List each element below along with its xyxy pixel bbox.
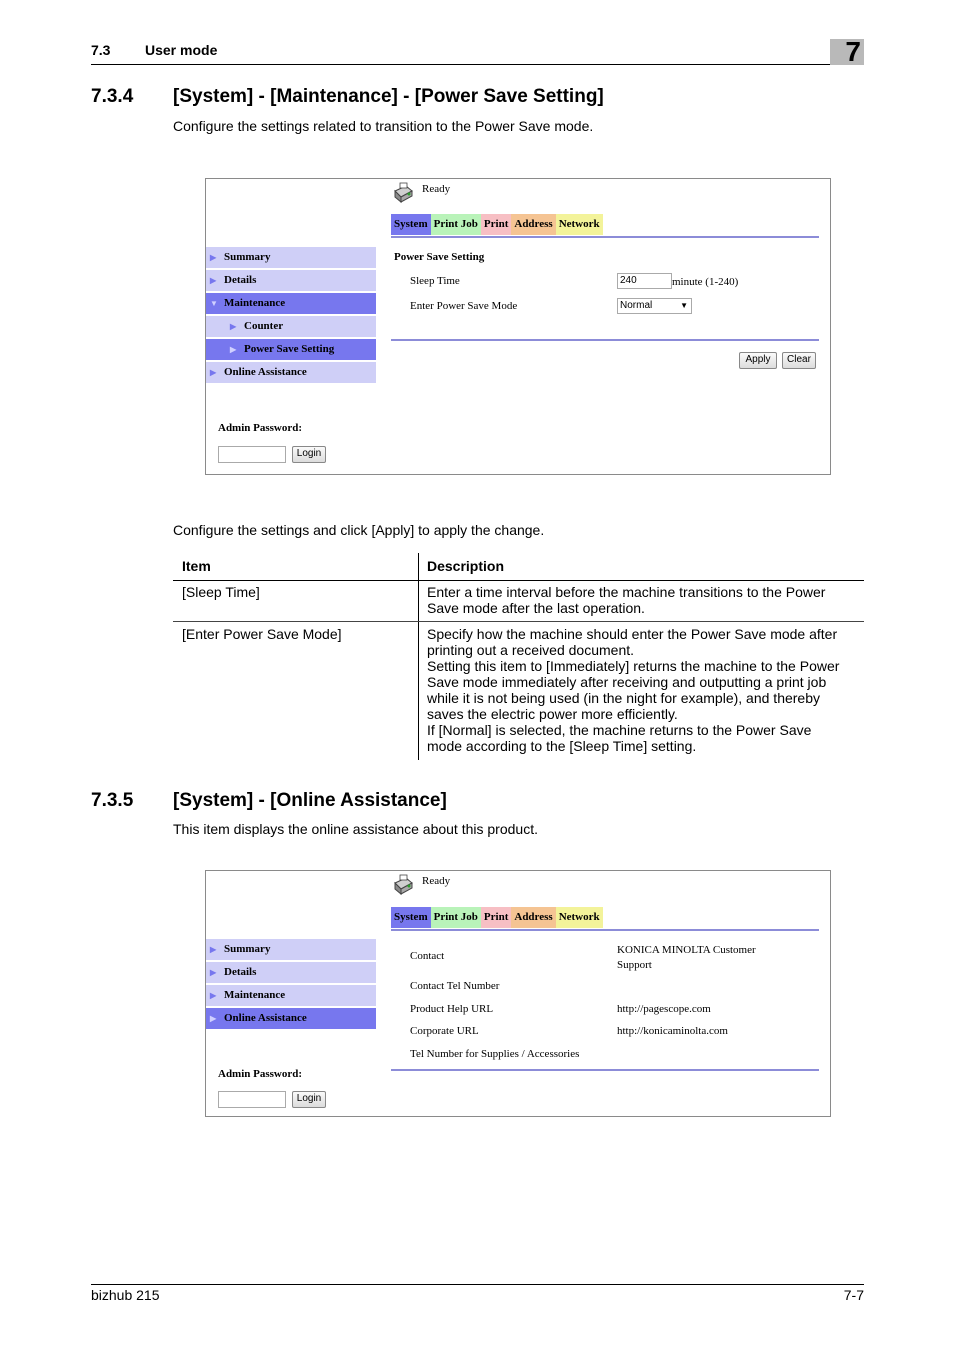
section-title: [System] - [Online Assistance] xyxy=(173,790,447,811)
section-number: 7.3.4 xyxy=(91,86,134,107)
tab-address[interactable]: Address xyxy=(511,214,555,235)
menu-tabs xyxy=(391,907,603,928)
tab-network[interactable]: Network xyxy=(556,214,603,235)
description-line: Specify how the machine should enter the Power Save mode after xyxy=(427,626,838,642)
footer-rule xyxy=(91,1284,864,1285)
power-save-mode-select[interactable] xyxy=(617,298,692,314)
chapter-number: 7 xyxy=(845,36,861,67)
table-cell-description xyxy=(427,626,839,754)
table-rule xyxy=(173,580,864,581)
triangle-right-icon: ▶ xyxy=(210,991,217,1000)
sidebar-item-counter[interactable]: ▶ Counter xyxy=(206,316,376,337)
info-divider xyxy=(391,1069,819,1071)
apply-button[interactable]: Apply xyxy=(739,352,777,369)
triangle-right-icon: ▶ xyxy=(210,368,217,377)
table-column-divider xyxy=(418,553,419,760)
sidebar-item-summary[interactable]: ▶ Summary xyxy=(206,247,376,268)
triangle-right-icon: ▶ xyxy=(210,945,217,954)
triangle-down-icon: ▼ xyxy=(210,299,218,308)
login-button[interactable]: Login xyxy=(292,1091,326,1108)
tab-divider xyxy=(391,236,819,238)
sidebar-item-online-assistance[interactable]: ▶ Online Assistance xyxy=(206,1008,376,1029)
sidebar-item-summary[interactable]: ▶ Summary xyxy=(206,939,376,960)
triangle-right-icon: ▶ xyxy=(210,1014,217,1023)
section-intro: This item displays the online assistance about this product. xyxy=(173,821,538,837)
triangle-right-icon: ▶ xyxy=(210,253,217,262)
description-line: printing out a received document. xyxy=(427,642,635,658)
sleep-time-unit: minute (1-240) xyxy=(672,276,739,288)
apply-instruction: Configure the settings and click [Apply] to apply the change. xyxy=(173,522,545,538)
power-save-screenshot xyxy=(205,178,831,475)
header-rule xyxy=(91,64,864,65)
printer-status-icon xyxy=(392,874,414,896)
section-number: 7.3.5 xyxy=(91,790,134,811)
corporate-url-link[interactable]: http://konicaminolta.com xyxy=(617,1025,728,1037)
tab-print[interactable]: Print xyxy=(481,214,511,235)
contact-value-line: Support xyxy=(617,959,652,971)
form-title: Power Save Setting xyxy=(394,251,485,263)
power-save-mode-value: Normal xyxy=(620,300,653,311)
menu-tabs xyxy=(391,214,603,235)
triangle-right-icon: ▶ xyxy=(230,345,237,354)
supplies-tel-label: Tel Number for Supplies / Accessories xyxy=(410,1048,580,1060)
description-line: Enter a time interval before the machine transitions to the Power xyxy=(427,584,826,600)
section-title: [System] - [Maintenance] - [Power Save Setting] xyxy=(173,86,604,107)
table-header-item: Item xyxy=(182,558,211,574)
tab-address[interactable]: Address xyxy=(511,907,555,928)
corporate-url-label: Corporate URL xyxy=(410,1025,479,1037)
sleep-time-input[interactable]: 240 xyxy=(617,273,672,289)
description-line: saves the electric power more efficiently. xyxy=(427,706,678,722)
printer-status-icon xyxy=(392,182,414,204)
form-divider xyxy=(391,339,819,341)
status-text: Ready xyxy=(422,875,451,887)
table-header-description: Description xyxy=(427,558,505,574)
tab-system[interactable]: System xyxy=(391,214,431,235)
triangle-right-icon: ▶ xyxy=(210,968,217,977)
admin-password-input[interactable] xyxy=(218,1091,286,1108)
description-line: Save mode immediately after receiving and outputting a print job xyxy=(427,674,827,690)
login-button[interactable]: Login xyxy=(292,446,326,463)
sidebar-item-details[interactable]: ▶ Details xyxy=(206,270,376,291)
status-text: Ready xyxy=(422,183,451,195)
contact-label: Contact xyxy=(410,950,445,962)
tab-divider xyxy=(391,929,819,931)
sidebar-item-online-assistance[interactable]: ▶ Online Assistance xyxy=(206,362,376,383)
tab-print-job[interactable]: Print Job xyxy=(431,214,481,235)
sidebar-item-maintenance[interactable]: ▶ Maintenance xyxy=(206,985,376,1006)
description-line: Setting this item to [Immediately] returns the machine to the Power xyxy=(427,658,840,674)
table-cell-description xyxy=(427,584,825,616)
description-line: mode according to the [Sleep Time] setting. xyxy=(427,738,697,754)
sidebar-item-power-save-setting[interactable]: ▶ Power Save Setting xyxy=(206,339,376,360)
description-line: while it is not being used (in the night for example), and thereby xyxy=(427,690,821,706)
admin-password-label: Admin Password: xyxy=(218,1068,303,1080)
footer-page-number: 7-7 xyxy=(843,1287,864,1303)
tab-print[interactable]: Print xyxy=(481,907,511,928)
clear-button[interactable]: Clear xyxy=(782,352,816,369)
online-assistance-screenshot xyxy=(205,870,831,1117)
running-header-section-number: 7.3 xyxy=(91,42,111,58)
tab-network[interactable]: Network xyxy=(556,907,603,928)
settings-table xyxy=(173,553,864,760)
contact-value xyxy=(617,943,756,973)
section-intro: Configure the settings related to transition to the Power Save mode. xyxy=(173,118,594,134)
sleep-time-label: Sleep Time xyxy=(410,275,460,287)
tab-print-job[interactable]: Print Job xyxy=(431,907,481,928)
running-header-section-title: User mode xyxy=(145,42,218,58)
chevron-down-icon: ▼ xyxy=(680,301,688,310)
power-save-mode-label: Enter Power Save Mode xyxy=(410,300,518,312)
table-row-divider xyxy=(173,621,864,622)
sidebar-item-maintenance[interactable]: ▼ Maintenance xyxy=(206,293,376,314)
product-help-url-link[interactable]: http://pagescope.com xyxy=(617,1003,711,1015)
description-line: Save mode after the last operation. xyxy=(427,600,645,616)
admin-password-label: Admin Password: xyxy=(218,422,303,434)
sidebar-item-details[interactable]: ▶ Details xyxy=(206,962,376,983)
triangle-right-icon: ▶ xyxy=(210,276,217,285)
table-cell-item: [Enter Power Save Mode] xyxy=(182,626,342,642)
footer-product-name: bizhub 215 xyxy=(91,1287,160,1303)
contact-tel-label: Contact Tel Number xyxy=(410,980,500,992)
admin-password-input[interactable] xyxy=(218,446,286,463)
tab-system[interactable]: System xyxy=(391,907,431,928)
product-help-url-label: Product Help URL xyxy=(410,1003,494,1015)
triangle-right-icon: ▶ xyxy=(230,322,237,331)
table-cell-item: [Sleep Time] xyxy=(182,584,260,600)
description-line: If [Normal] is selected, the machine returns to the Power Save xyxy=(427,722,812,738)
contact-value-line: KONICA MINOLTA Customer xyxy=(617,944,756,956)
